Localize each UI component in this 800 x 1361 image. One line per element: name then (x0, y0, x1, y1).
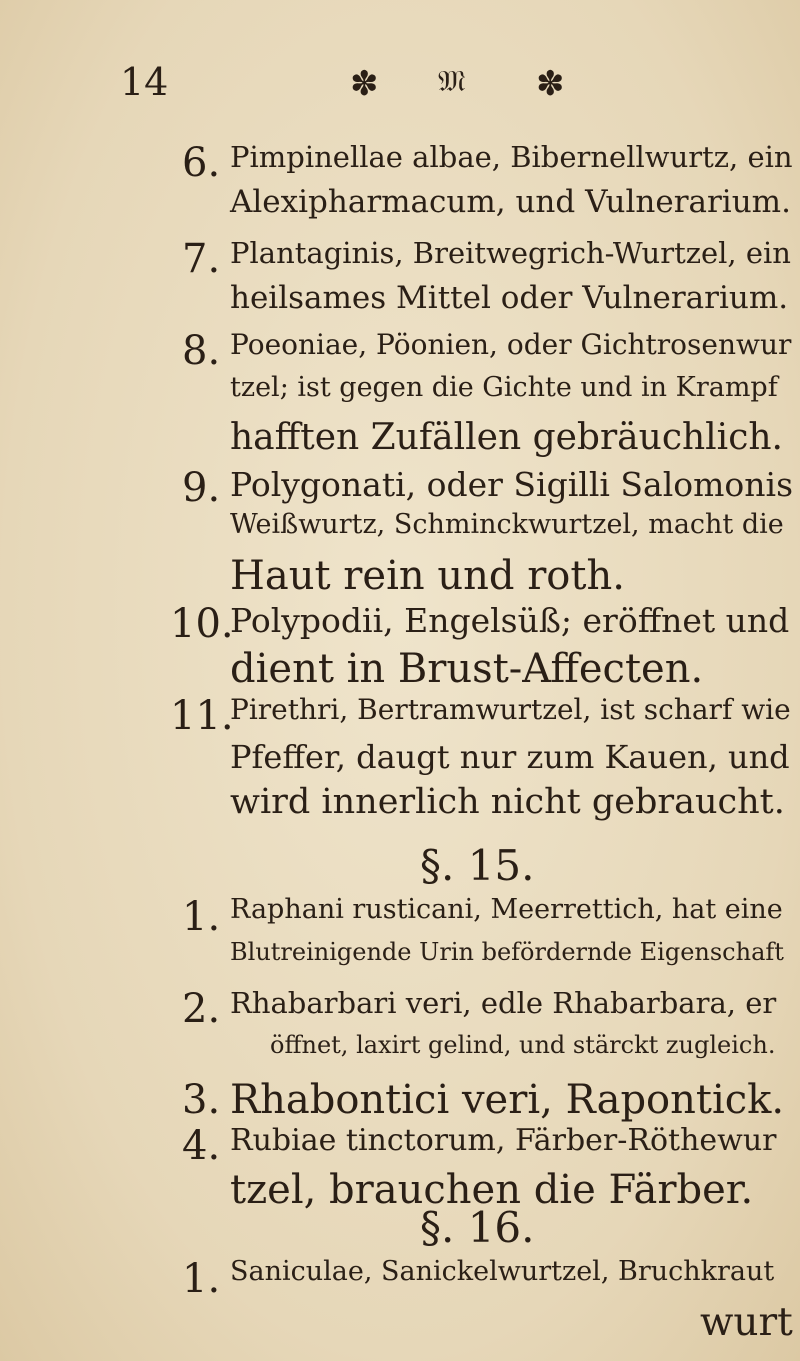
entry-text: Rhabontici veri, Rapontick. (230, 1076, 785, 1123)
entry-text: Rhabarbari veri, edle Rhabarbara, er (230, 986, 777, 1021)
entry-text: Blutreinigende Urin befördernde Eigenschaft (230, 938, 784, 967)
entry-text: Pfeffer, daugt nur zum Kauen, und (230, 737, 790, 776)
page-number: 14 (120, 60, 169, 104)
entry-text: Pirethri, Bertramwurtzel, ist scharf wie (230, 693, 791, 727)
ornament-center-icon: 𝔐 (438, 64, 466, 99)
section-heading-15: §. 15. (420, 840, 535, 890)
entry-text: Weißwurtz, Schminckwurtzel, macht die (230, 508, 784, 540)
entry-text: Pimpinellae albae, Bibernellwurtz, ein (230, 140, 793, 174)
entry-text: Alexipharmacum, und Vulnerarium. (230, 184, 791, 221)
entry-text: Polypodii, Engelsüß; eröffnet und (230, 601, 790, 641)
entry-number: 9. (182, 464, 221, 511)
entry-text: Saniculae, Sanickelwurtzel, Bruchkraut (230, 1255, 775, 1287)
entry-text: Raphani rusticani, Meerrettich, hat eine (230, 893, 783, 925)
entry-number: 11. (170, 693, 234, 740)
entry-text: Poeoniae, Pöonien, oder Gichtrosenwur (230, 328, 792, 362)
entry-number: 1. (182, 1255, 221, 1302)
entry-text: tzel, brauchen die Färber. (230, 1167, 754, 1214)
entry-text: wird innerlich nicht gebraucht. (230, 782, 785, 823)
entry-text: Rubiae tinctorum, Färber-Röthewur (230, 1122, 777, 1158)
entry-number: 3. (182, 1076, 221, 1123)
entry-number: 8. (182, 328, 221, 375)
entry-number: 6. (182, 140, 221, 186)
entry-text: dient in Brust-Affecten. (230, 645, 704, 692)
ornament-left-icon: ✽ (350, 64, 379, 104)
entry-number: 10. (170, 601, 234, 648)
entry-number: 4. (182, 1122, 221, 1169)
entry-text: Polygonati, oder Sigilli Salomonis (230, 464, 794, 504)
entry-text: Haut rein und roth. (230, 553, 625, 600)
entry-text: Plantaginis, Breitwegrich-Wurtzel, ein (230, 235, 791, 270)
entry-number: 1. (182, 893, 221, 940)
entry-text: tzel; ist gegen die Gichte und in Krampf (230, 372, 778, 404)
ornament-right-icon: ✽ (536, 64, 565, 104)
page-header (0, 58, 800, 118)
entry-text: heilsames Mittel oder Vulnerarium. (230, 280, 789, 317)
entry-text: öffnet, laxirt gelind, und stärckt zugleich. (270, 1030, 776, 1059)
section-heading-16: §. 16. (420, 1202, 535, 1252)
entry-16-1-cont: wurt (700, 1300, 793, 1346)
entry-text: hafften Zufällen gebräuchlich. (230, 416, 783, 458)
entry-number: 2. (182, 986, 221, 1033)
entry-number: 7. (182, 235, 221, 282)
